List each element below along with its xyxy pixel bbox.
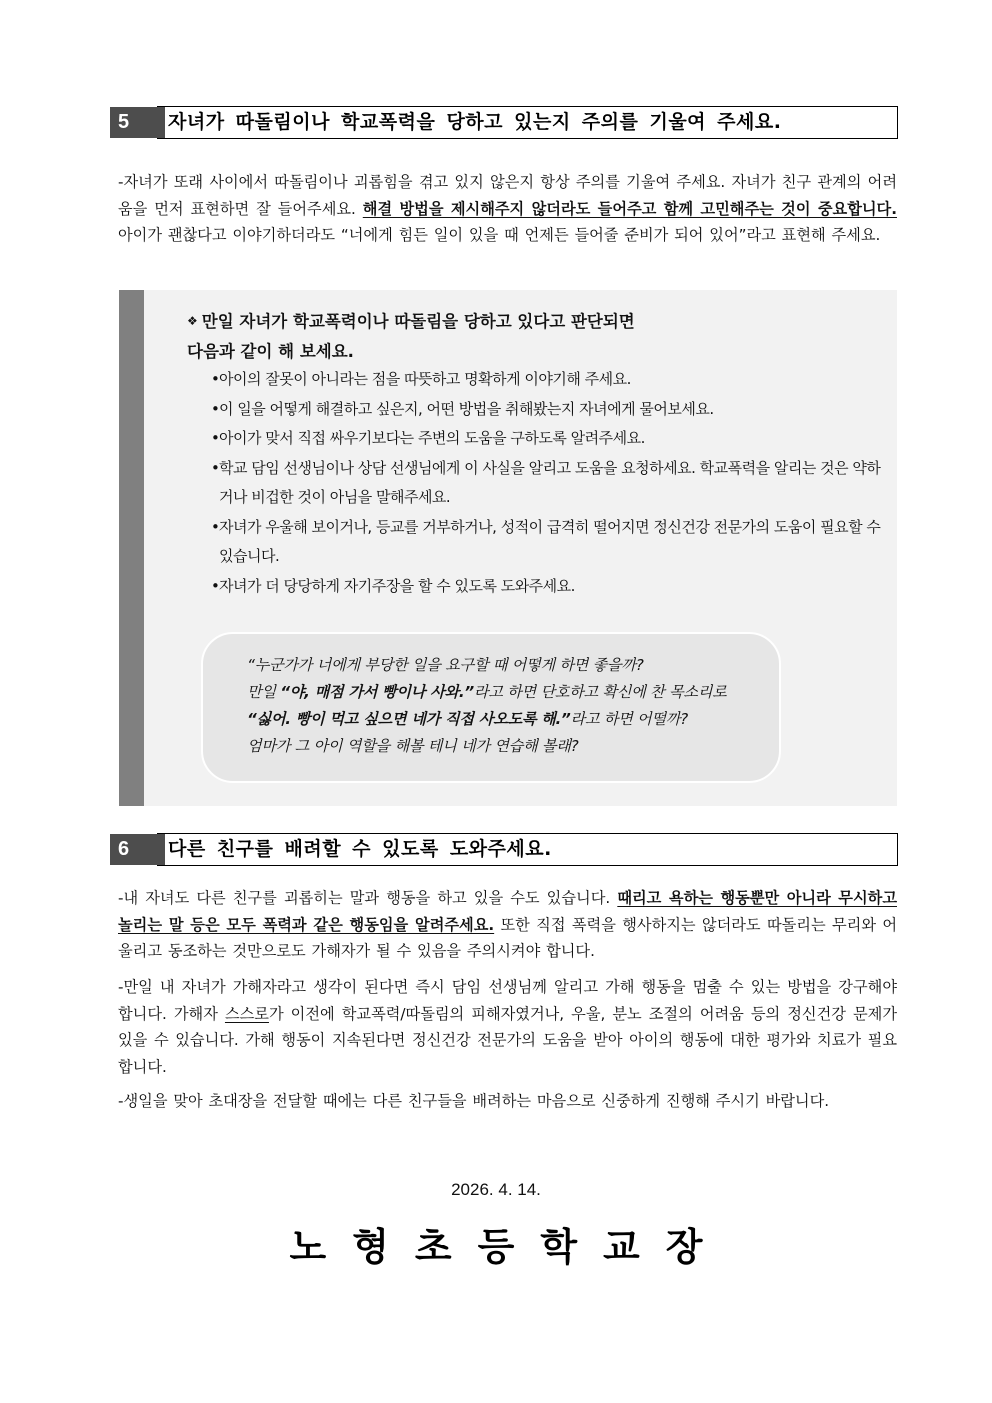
section-6-paragraph-3: -생일을 맞아 초대장을 전달할 때에는 다른 친구들을 배려하는 마음으로 신중하게 진행해 주시기 바랍니다. [118, 1092, 830, 1110]
section-6-number: 6 [110, 834, 165, 865]
section-6-title: 다른 친구를 배려할 수 있도록 도와주세요. [168, 838, 552, 860]
dialogue-text: 라고 하면 어떨까? [570, 710, 688, 728]
tip-item-text: 자녀가 우울해 보이거나, 등교를 거부하거나, 성적이 급격히 떨어지면 정신건강 전문가의 도움이 필요할 수 있습니다. [219, 517, 881, 565]
paragraph-text: 가 이전에 학교폭력/따돌림의 피해자였거나, 우울, 분노 조절의 어려움 등의 정신건강 문제가 있을 수 있습니다. 가해 행동이 지속된다면 정신건강 전문가의 도움을 받아 아이의 행동에 대한 평가와 치료가 필요합니다. [118, 1004, 897, 1076]
paragraph-emphasis: 때리고 욕하는 행동뿐만 아니라 무시하고 놀리는 말 등은 모두 폭력과 같은 행동임을 알려주세요. [118, 889, 897, 934]
tip-box [119, 290, 897, 806]
dialogue-line-1: “누군가가 너에게 부당한 일을 요구할 때 어떻게 하면 좋을까? [247, 656, 644, 674]
tip-heading-text-1: 만일 자녀가 학교폭력이나 따돌림을 당하고 있다고 판단되면 [201, 312, 635, 331]
dialogue-line-2 [247, 679, 726, 706]
dialogue-text: 만일 [247, 683, 281, 701]
section-6-header [110, 833, 898, 866]
section-5-paragraph [118, 169, 897, 249]
tip-item-text: 아이가 맞서 직접 싸우기보다는 주변의 도움을 구하도록 알려주세요. [219, 429, 645, 447]
tip-item [209, 365, 889, 395]
principal-signature: 노형초등학교장 [289, 1224, 729, 1269]
tip-item [209, 513, 889, 572]
tip-item-text: 아이의 잘못이 아니라는 점을 따뜻하고 명확하게 이야기해 주세요. [219, 370, 631, 388]
section-5-number: 5 [110, 107, 165, 138]
paragraph-text: -내 자녀도 다른 친구를 괴롭히는 말과 행동을 하고 있을 수도 있습니다. [118, 889, 618, 907]
bullet-icon: • [211, 370, 220, 388]
tip-heading-line-1 [187, 307, 635, 336]
dialogue-text: 라고 하면 단호하고 확신에 찬 목소리로 [473, 683, 727, 701]
paragraph-text: 또한 직접 폭력을 행사하지는 않더라도 따돌리는 무리와 어울리고 동조하는 것만으로도 가해자가 될 수 있음을 주의시켜야 합니다. [118, 915, 898, 960]
bullet-icon: • [211, 517, 220, 536]
bullet-icon: • [211, 399, 220, 418]
section-5-title: 자녀가 따돌림이나 학교폭력을 당하고 있는지 주의를 기울여 주세요. [168, 111, 782, 133]
paragraph-underlined: 스스로 [224, 1004, 269, 1023]
tip-box-accent-bar [119, 290, 144, 806]
dialogue-line-3 [247, 706, 726, 733]
bullet-icon: • [211, 576, 220, 595]
section-6-paragraph-1 [118, 885, 897, 965]
tip-list [209, 365, 889, 601]
bullet-icon: • [211, 429, 220, 447]
example-dialogue [247, 652, 726, 760]
tip-item [209, 454, 889, 513]
section-5-text-2: 아이가 괜찮다고 이야기하더라도 “너에게 힘든 일이 있을 때 언제든 들어줄 준비가 되어 있어”라고 표현해 주세요. [118, 226, 881, 244]
diamond-bullet-icon: ❖ [187, 314, 198, 328]
document-date: 2026. 4. 14. [451, 1180, 541, 1199]
tip-item [209, 572, 889, 602]
tip-item-text: 이 일을 어떻게 해결하고 싶은지, 어떤 방법을 취해봤는지 자녀에게 물어보세요. [219, 399, 714, 418]
section-5-emphasis: 해결 방법을 제시해주지 않더라도 들어주고 함께 고민해주는 것이 중요합니다. [362, 199, 897, 218]
tip-item-text: 학교 담임 선생님이나 상담 선생님에게 이 사실을 알리고 도움을 요청하세요. 학교폭력을 알리는 것은 약하거나 비겁한 것이 아님을 말해주세요. [219, 458, 881, 506]
tip-item-text: 자녀가 더 당당하게 자기주장을 할 수 있도록 도와주세요. [219, 576, 575, 595]
bullet-icon: • [211, 458, 220, 477]
example-dialogue-bubble [201, 632, 781, 783]
section-6-paragraph-2 [118, 974, 897, 1080]
section-5-text-1: -자녀가 또래 사이에서 따돌림이나 괴롭힘을 겪고 있지 않은지 항상 주의를 기울여 주세요. 자녀가 친구 관계의 어려움을 먼저 표현하면 잘 들어주세요. [118, 173, 897, 218]
tip-heading-line-2: 다음과 같이 해 보세요. [187, 342, 354, 361]
dialogue-line-4: 엄마가 그 아이 역할을 해볼 테니 네가 연습해 볼래? [247, 737, 579, 755]
dialogue-bold-text: “야, 매점 가서 빵이나 사와.” [280, 683, 474, 701]
paragraph-text: -만일 내 자녀가 가해자라고 생각이 된다면 즉시 담임 선생님께 알리고 가해 행동을 멈출 수 있는 방법을 강구해야 합니다. 가해자 [118, 978, 897, 1023]
tip-item [209, 395, 889, 425]
section-5-header [110, 106, 898, 139]
dialogue-bold-text: “싫어. 빵이 먹고 싶으면 네가 직접 사오도록 해.” [247, 710, 571, 728]
tip-item [209, 424, 889, 454]
